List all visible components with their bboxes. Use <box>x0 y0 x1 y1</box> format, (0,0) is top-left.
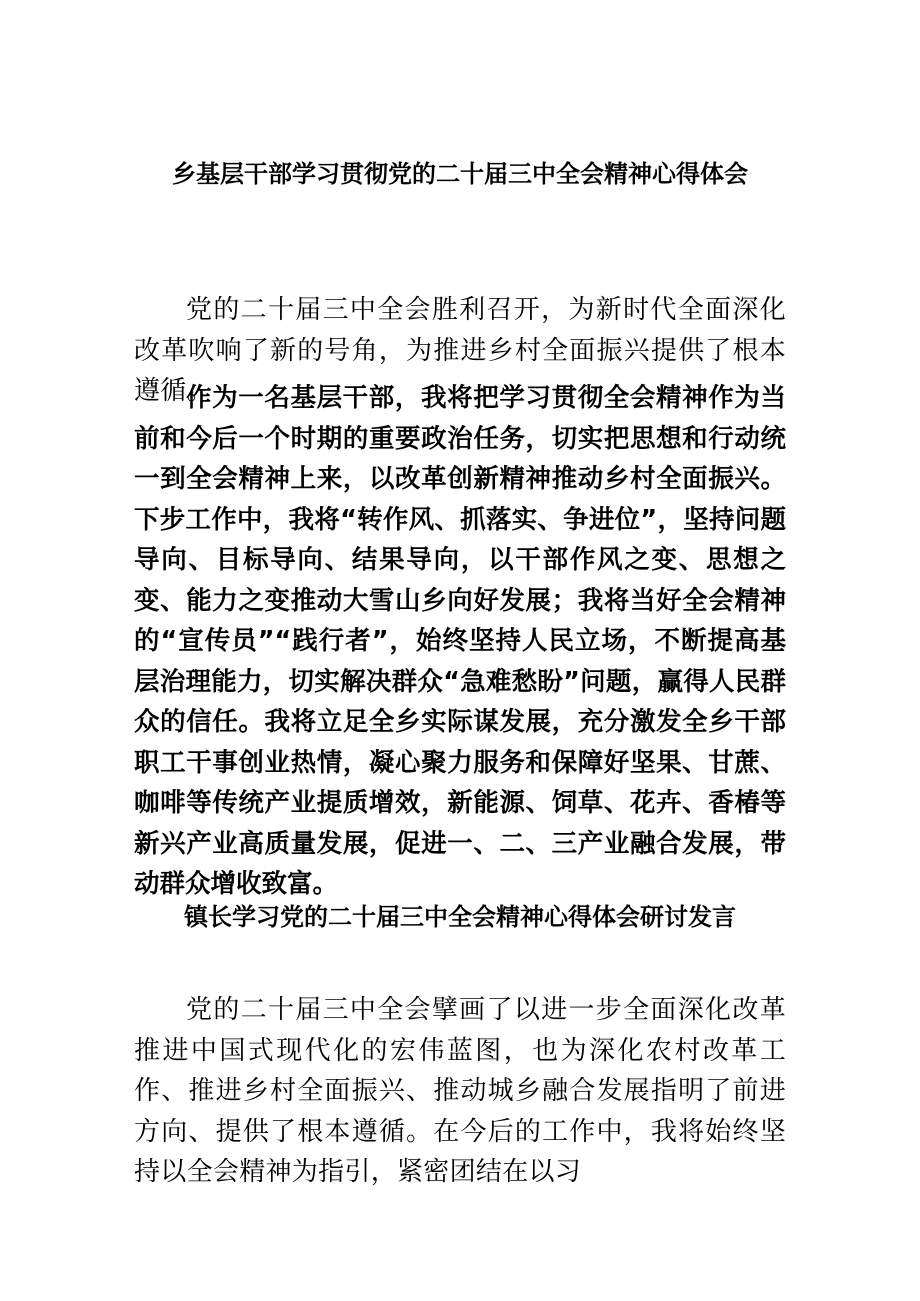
article-paragraph: 党的二十届三中全会胜利召开，为新时代全面深化改革吹响了新的号角，为推进乡村全面振兴提供了根本遵循。 <box>134 295 786 406</box>
article-paragraph: 党的二十届三中全会擘画了以进一步全面深化改革推进中国式现代化的宏伟蓝图，也为深化农村改革工作、推进乡村全面振兴、推动城乡融合发展指明了前进方向、提供了根本遵循。在今后的工作中，我将始终坚持以全会精神为指引，紧密团结在以习 <box>134 995 786 1187</box>
article-title: 镇长学习党的二十届三中全会精神心得体会研讨发言 <box>184 903 736 931</box>
article-paragraph-bold: 作为一名基层干部，我将把学习贯彻全会精神作为当前和今后一个时期的重要政治任务，切实把思想和行动统一到全会精神上来，以改革创新精神推动乡村全面振兴。下步工作中，我将“转作风、抓落实、争进位”，坚持问题导向、目标导向、结果导向，以干部作风之变、思想之变、能力之变推动大雪山乡向好发展；我将当好全会精神的“宣传员”“践行者”，始终坚持人民立场，不断提高基层治理能力，切实解决群众“急难愁盼”问题，赢得人民群众的信任。我将立足全乡实际谋发展，充分激发全乡干部职工干事创业热情，凝心聚力服务和保障好坚果、甘蔗、咖啡等传统产业提质增效，新能源、饲草、花卉、香椿等新兴产业高质量发展，促进一、二、三产业融合发展，带动群众增收致富。 <box>134 383 786 899</box>
article-title: 乡基层干部学习贯彻党的二十届三中全会精神心得体会 <box>172 160 748 188</box>
